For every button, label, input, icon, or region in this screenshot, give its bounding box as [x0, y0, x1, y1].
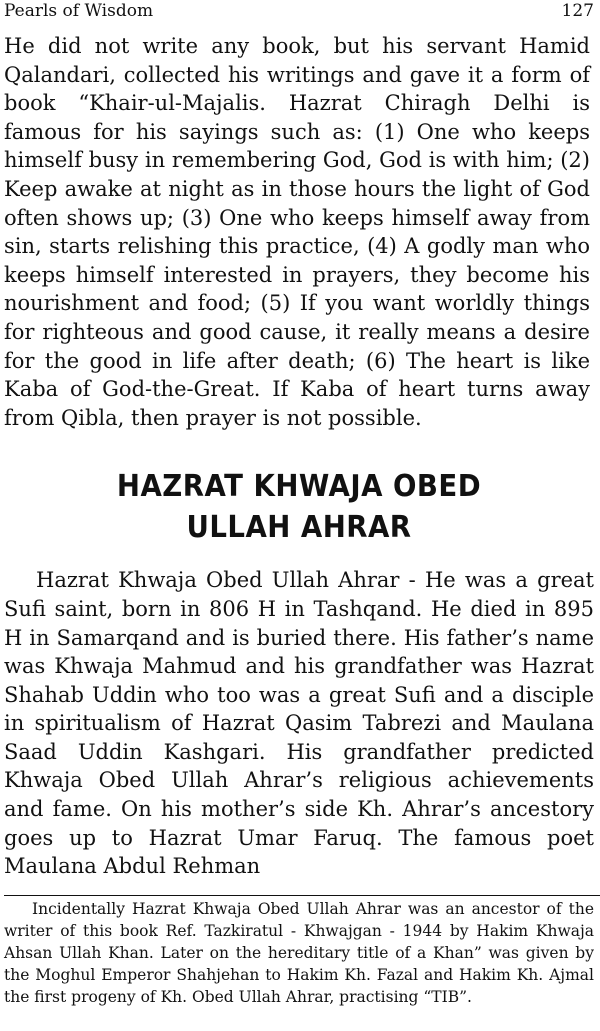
section-heading-line-2: ULLAH AHRAR — [186, 510, 412, 546]
section-paragraph: Hazrat Khwaja Obed Ullah Ahrar - He was a great Sufi saint, born in 806 H in Tashqand. He died in 895 H in Samarqand and is buried there. His father’s name was Khwaja Mahmud and his grandfather was Hazrat Shahab Uddin who too was a great Sufi and a disciple in spiritualism of Hazrat Qasim Tabrezi and Maulana Saad Uddin Kashgari. His grandfather predicted Khwaja Obed Ullah Ahrar’s religious achievements and fame. On his mother’s side Kh. Ahrar’s ancestory goes up to Hazrat Umar Faruq. The famous poet Maulana Abdul Rehman — [4, 568, 594, 879]
page-number: 127 — [561, 1, 594, 21]
running-header — [4, 0, 594, 24]
running-title: Pearls of Wisdom — [4, 1, 154, 21]
footnote-divider — [4, 895, 600, 896]
section-heading-line-1: HAZRAT KHWAJA OBED — [116, 469, 482, 505]
footnote-text: Incidentally Hazrat Khwaja Obed Ullah Ahrar was an ancestor of the writer of this book Ref. Tazkiratul - Khwajgan - 1944 by Hakim Khwaja Ahsan Ullah Khan. Later on the hereditary title of a Khan” was given by the Moghul Emperor Shahjehan to Hakim Kh. Fazal and Hakim Kh. Ajmal the first progeny of Kh. Obed Ullah Ahrar, practising “TIB”. — [4, 899, 594, 1006]
footnote-block — [4, 898, 594, 1008]
intro-paragraph: He did not write any book, but his servant Hamid Qalandari, collected his writings and gave it a form of book “Khair-ul-Majalis. Hazrat Chiragh Delhi is famous for his sayings such as: (1) One who keeps himself busy in remembering God, God is with him; (2) Keep awake at night as in those hours the light of God often shows up; (3) One who keeps himself away from sin, starts relishing this practice, (4) A godly man who keeps himself interested in prayers, they become his nourishment and food; (5) If you want worldly things for righteous and good cause, it really means a desire for the good in life after death; (6) The heart is like Kaba of God-the-Great. If Kaba of heart turns away from Qibla, then prayer is not possible. — [4, 34, 590, 430]
section-text-block — [4, 566, 594, 881]
intro-text-block — [4, 32, 594, 432]
section-heading — [28, 466, 571, 548]
